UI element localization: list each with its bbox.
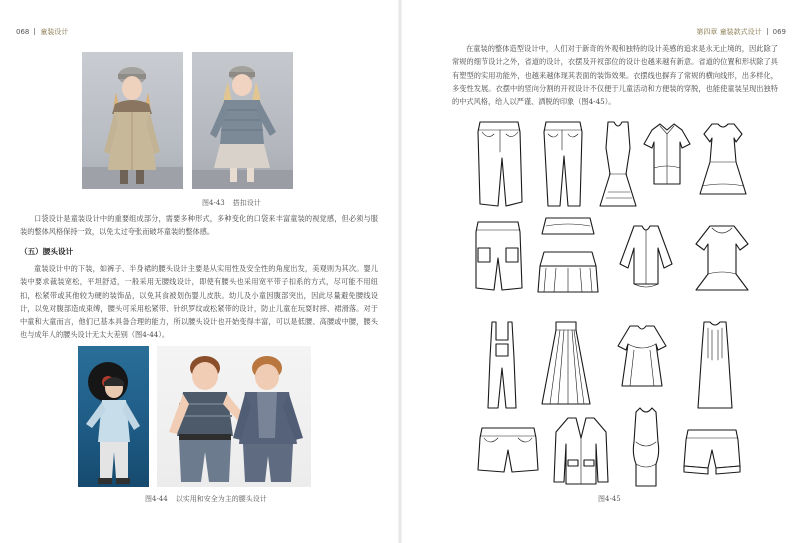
figure-4-45-caption [598, 494, 621, 504]
figure-title: 搭扣设计 [232, 199, 261, 207]
sketch-slim-trousers [540, 118, 586, 212]
header-divider [34, 28, 35, 35]
photo-two-boys-waistband [157, 346, 311, 487]
sketch-cargo-shorts [472, 218, 524, 294]
right-page [400, 0, 800, 543]
photo-girl-puffer-jacket [192, 52, 293, 189]
sketch-denim-shorts [476, 424, 540, 478]
waistband-design-paragraph: 童装设计中的下装，如裤子、半身裙的腰头设计主要是从实用性及安全性的角度出发，美观则为其次。婴儿装中要求裁装宽松，平坦舒适，一般采用无腰线设计，即使有腰头也采用宽平带子扣系的方式，尽可能不用纽扣，松紧带或其他较为硬的装饰品，以免其食被划伤婴儿皮肤。幼儿及小童因腹部突出，因此尽量避免腰线设计，以免对腹部造成束缚，腰头可采用松紧带、针织罗纹或松紧带的设计，防止儿童在玩耍时摔、裙滑落。对于中童和大童而言，他们已基本具备合理的能力，所以腰头设计也开始变得丰富，可以是低腰、高腰或中腰，腰头也与成年人的腰头设计无太大差别（图4-44）。 [20, 264, 378, 340]
left-page-header [16, 27, 68, 37]
sketch-cuffed-shorts [682, 426, 742, 478]
sketch-blazer-jacket [550, 414, 612, 490]
figure-number: 图4-45 [598, 495, 621, 503]
sketch-peasant-top [692, 220, 752, 296]
sketch-yoke-dress [614, 322, 670, 392]
sketch-pleated-skirt [540, 318, 592, 410]
pocket-design-paragraph: 口袋设计是童装设计中的重要组成部分，需要多种形式，多种变化的口袋来丰富童装的视觉感，但必须与服装的整体风格保持一致，以免太过夸张而破坏童装的整体感。 [20, 214, 378, 237]
sketch-overall-romper [482, 318, 522, 414]
sketch-flutter-dress [696, 118, 750, 198]
right-page-number: 069 [772, 28, 786, 36]
sketch-pintuck-dress [690, 318, 740, 414]
photo-boy-with-record [78, 346, 149, 487]
right-page-header [696, 27, 786, 37]
sketch-layered-skirts [536, 212, 600, 298]
figure-number: 图4-43 [202, 199, 225, 207]
sketch-ruffle-blouse [640, 118, 694, 196]
sketch-halter-swimsuit [622, 404, 670, 492]
figure-4-43-caption [202, 198, 261, 208]
sketch-jeans-pants [472, 118, 528, 212]
header-divider [767, 28, 768, 35]
left-page-title: 童装设计 [40, 28, 69, 36]
waistband-section-heading: （五）腰头设计 [20, 247, 74, 256]
left-page-number: 068 [16, 28, 30, 36]
right-chapter-title: 第四章 童装款式设计 [696, 28, 762, 36]
sketch-puff-sleeve-blouse [614, 220, 678, 296]
figure-title: 以实用和安全为主的腰头设计 [175, 495, 267, 503]
photo-girl-beige-coat [82, 52, 183, 189]
figure-number: 图4-44 [145, 495, 168, 503]
hem-design-paragraph: 在童装的整体造型设计中，人们对于新奇的外观和独特的设计美感的追求是永无止境的，因此除了常规的细节设计之外，省道的设计，衣摆及开衩部位的设计也越来越有新意。省道的位置和形状除了具有塑型的实用功能外，也越来越体现其表面的装饰效果。衣摆线也摒弃了常规的横向线形，出多样化，多变性发展。衣摆中的竖向分割的开衩设计不仅便于儿童活动和方便装的穿脱，也能使童装呈现出独特的中式风格，给人以严谨、洒脱的印象（图4-45）。 [452, 44, 778, 107]
sketch-sleeveless-dress [596, 118, 640, 212]
figure-4-44-caption [145, 494, 267, 504]
